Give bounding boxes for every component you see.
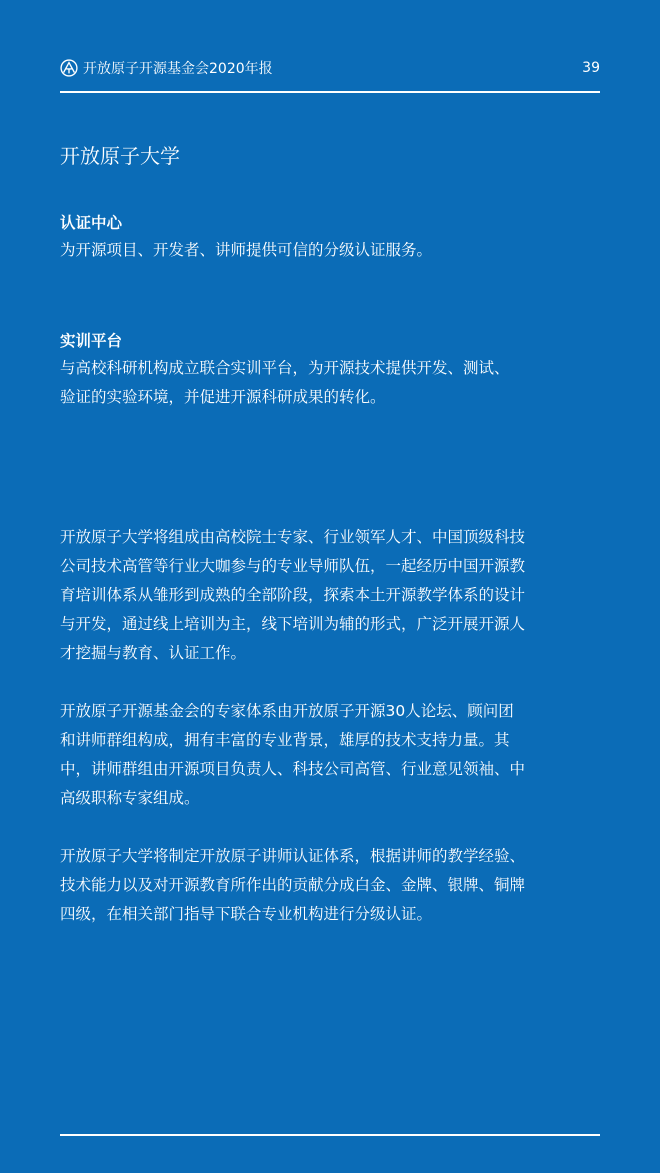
section-text-line: 与高校科研机构成立联合实训平台，为开源技术提供开发、测试、 — [60, 359, 510, 377]
openatom-logo-icon — [60, 59, 78, 77]
text-line: 和讲师群组构成，拥有丰富的专业背景，雄厚的技术支持力量。其 — [60, 731, 510, 749]
section-certification — [60, 210, 605, 265]
text-line: 才挖掘与教育、认证工作。 — [60, 644, 247, 662]
text-line: 技术能力以及对开源教育所作出的贡献分成白金、金牌、银牌、铜牌 — [60, 876, 526, 894]
text-line: 育培训体系从雏形到成熟的全部阶段，探索本土开源教学体系的设计 — [60, 586, 526, 604]
text-line: 中，讲师群组由开源项目负责人、科技公司高管、行业意见领袖、中 — [60, 760, 526, 778]
body-text — [60, 523, 605, 958]
page-number: 39 — [582, 60, 600, 76]
text-line: 开放原子大学将制定开放原子讲师认证体系，根据讲师的教学经验、 — [60, 847, 526, 865]
section-heading: 认证中心 — [60, 214, 123, 232]
page-header — [60, 58, 600, 78]
section-training-platform — [60, 328, 605, 412]
text-line: 开放原子开源基金会的专家体系由开放原子开源30人论坛、顾问团 — [60, 702, 514, 720]
text-line: 与开发，通过线上培训为主，线下培训为辅的形式，广泛开展开源人 — [60, 615, 526, 633]
section-text-line: 验证的实验环境，并促进开源科研成果的转化。 — [60, 388, 386, 406]
footer-divider — [60, 1134, 600, 1136]
section-heading: 实训平台 — [60, 332, 123, 350]
paragraph — [60, 697, 605, 813]
text-line: 开放原子大学将组成由高校院士专家、行业领军人才、中国顶级科技 — [60, 528, 526, 546]
paragraph — [60, 842, 605, 929]
page-title: 开放原子大学 — [60, 144, 180, 168]
text-line: 公司技术高管等行业大咖参与的专业导师队伍，一起经历中国开源教 — [60, 557, 526, 575]
section-text: 为开源项目、开发者、讲师提供可信的分级认证服务。 — [60, 241, 433, 259]
report-title: 开放原子开源基金会2020年报 — [83, 61, 273, 77]
paragraph — [60, 523, 605, 668]
text-line: 四级，在相关部门指导下联合专业机构进行分级认证。 — [60, 905, 433, 923]
header-divider — [60, 91, 600, 93]
text-line: 高级职称专家组成。 — [60, 789, 200, 807]
